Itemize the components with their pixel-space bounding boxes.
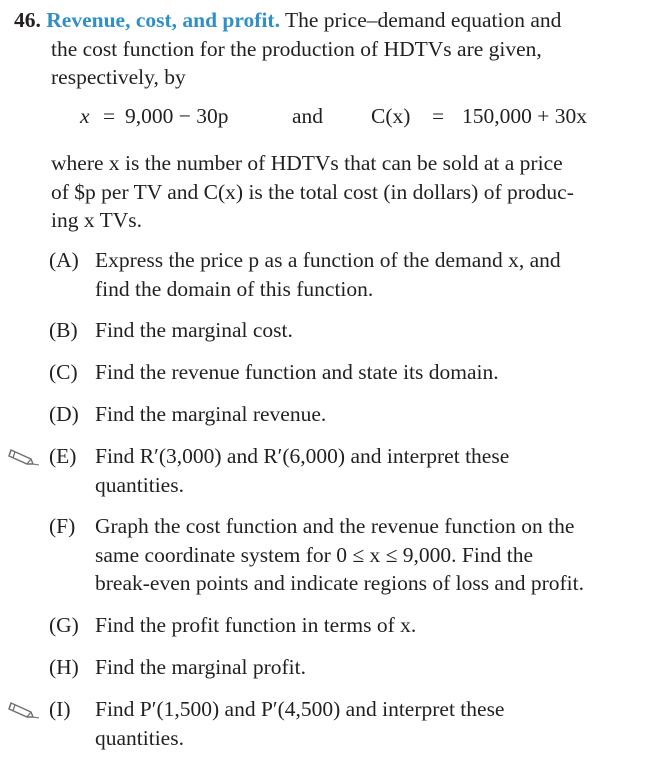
- pencil-icon: [7, 697, 43, 719]
- item-text: Find the profit function in terms of x.: [95, 613, 417, 637]
- item-label: (D): [49, 402, 79, 426]
- item-label: (I): [49, 697, 71, 721]
- problem-intro-1: The price–demand equation and: [284, 8, 562, 32]
- equation-row: [0, 104, 650, 134]
- item-label: (A): [49, 248, 79, 272]
- demand-equals: =: [103, 104, 116, 128]
- item-label: (F): [49, 514, 76, 538]
- item-b: [49, 316, 639, 345]
- item-text: Find the marginal revenue.: [95, 402, 327, 426]
- item-d: [49, 400, 639, 429]
- item-f: [49, 512, 639, 598]
- item-g: [49, 611, 639, 640]
- item-text: Find P′(1,500) and P′(4,500) and interpret these: [95, 697, 505, 721]
- item-label: (B): [49, 318, 78, 342]
- item-a: [49, 246, 639, 303]
- description-line-2: of $p per TV and C(x) is the total cost (in dollars) of produc-: [51, 179, 574, 204]
- variable-description: [51, 149, 641, 235]
- item-text: Find the marginal cost.: [95, 318, 293, 342]
- item-label: (E): [49, 444, 77, 468]
- item-h: [49, 653, 639, 682]
- equation-connector: and: [292, 104, 324, 128]
- problem-title: Revenue, cost, and profit.: [46, 8, 280, 32]
- problem-number: 46.: [14, 8, 41, 32]
- problem-intro-3: respectively, by: [51, 65, 186, 89]
- demand-lhs: x: [80, 104, 90, 128]
- item-e: [49, 442, 639, 499]
- cost-rhs: 150,000 + 30x: [462, 104, 588, 128]
- item-text: Find R′(3,000) and R′(6,000) and interpret these: [95, 444, 510, 468]
- item-c: [49, 358, 639, 387]
- problem-line-1: [14, 6, 642, 35]
- item-text: Find the revenue function and state its domain.: [95, 360, 499, 384]
- pencil-icon: [7, 444, 43, 466]
- item-text: Graph the cost function and the revenue function on the: [95, 514, 575, 538]
- description-line-3: ing x TVs.: [51, 208, 142, 232]
- item-text: same coordinate system for 0 ≤ x ≤ 9,000. Find the: [95, 542, 533, 567]
- cost-lhs: C(x): [371, 104, 411, 128]
- item-label: (H): [49, 655, 79, 679]
- demand-rhs: 9,000 − 30p: [125, 104, 229, 128]
- item-text: Find the marginal profit.: [95, 655, 306, 679]
- item-text: find the domain of this function.: [95, 276, 374, 301]
- cost-equals: =: [432, 104, 445, 128]
- item-label: (G): [49, 613, 79, 637]
- item-text: quantities.: [95, 472, 184, 497]
- item-text: Express the price p as a function of the demand x, and: [95, 248, 561, 272]
- item-text: break-even points and indicate regions of loss and profit.: [95, 571, 584, 595]
- problem-intro-2: the cost function for the production of HDTVs are given,: [51, 36, 542, 61]
- problem-statement: [14, 6, 642, 92]
- item-text: quantities.: [95, 725, 184, 750]
- description-line-1: where x is the number of HDTVs that can be sold at a price: [51, 151, 563, 175]
- item-label: (C): [49, 360, 78, 384]
- item-i: [49, 695, 639, 752]
